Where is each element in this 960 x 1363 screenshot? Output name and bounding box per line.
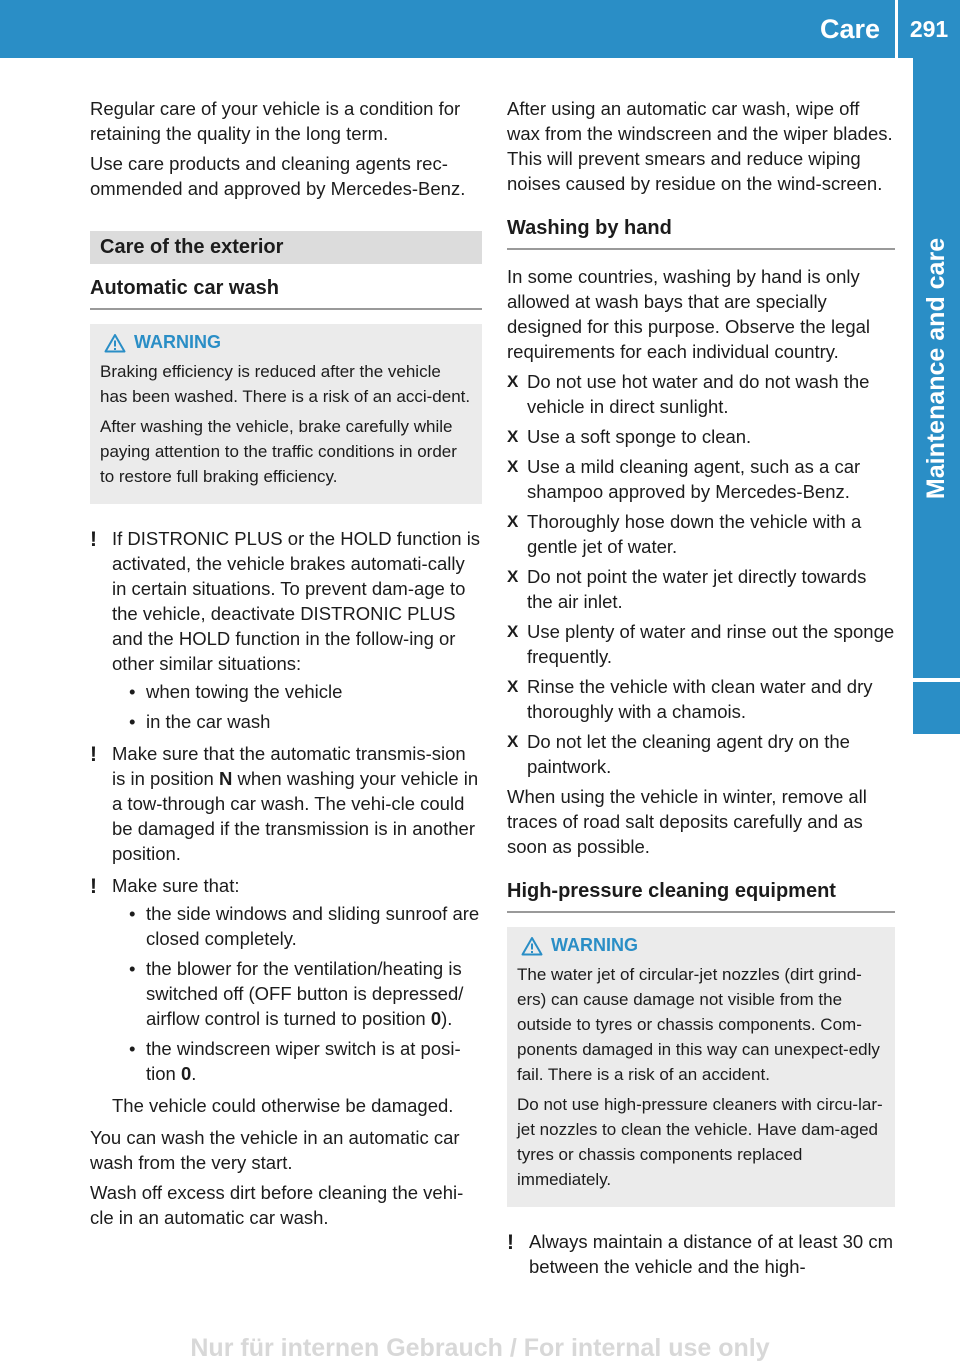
intro-paragraph: After using an automatic car wash, wipe off wax from the windscreen and the wiper blades. This will prevent smears and reduce wiping noises caused by residue on the wind-screen. [507, 98, 893, 194]
step-arrow-icon: X [507, 622, 519, 641]
step-text: Rinse the vehicle with clean water and dry thoroughly with a chamois. [527, 676, 873, 722]
note-text: If DISTRONIC PLUS or the HOLD function is activated, the vehicle brakes automati-cally in certain situations. To prevent dam-age to the vehicle, deactivate DISTRONIC PLUS and the HOLD function in the follow-ing or other similar situations: [112, 528, 481, 674]
step-text: Use a mild cleaning agent, such as a car shampoo approved by Mercedes-Benz. [527, 456, 861, 502]
step-arrow-icon: X [507, 457, 519, 476]
warning-box [507, 927, 895, 1207]
warning-label: WARNING [551, 935, 638, 955]
body-paragraph: Wash off excess dirt before cleaning the vehi-cle in an automatic car wash. [90, 1182, 464, 1228]
step-arrow-icon: X [507, 512, 519, 531]
step-arrow-icon: X [507, 567, 519, 586]
instruction-step [507, 564, 895, 614]
note-text: when washing your vehicle in a tow-through car wash. The vehi-cle could be damaged if the transmission is in another position. [112, 768, 479, 864]
body-paragraph: You can wash the vehicle in an automatic car wash from the very start. [90, 1127, 460, 1173]
caution-icon: ! [90, 743, 97, 766]
step-arrow-icon: X [507, 732, 519, 751]
warning-label: WARNING [134, 332, 221, 352]
instruction-step [507, 674, 895, 724]
list-emphasis: 0 [430, 1008, 442, 1029]
warning-text: The water jet of circular-jet nozzles (dirt grind-ers) can cause damage not visible from the outside to tyres or chassis components. Com-ponents damaged in this way can unexpect-edly fail. There is a risk of an accident. [517, 965, 880, 1084]
list-text: ). [441, 1008, 453, 1029]
list-text: the blower for the ventilation/heating is switched off (OFF button is depressed/ airflow control is turned to position [146, 958, 464, 1029]
step-text: Use plenty of water and rinse out the sponge frequently. [527, 621, 895, 667]
step-arrow-icon: X [507, 372, 519, 391]
warning-text: Do not use high-pressure cleaners with circu-lar-jet nozzles to clean the vehicle. Have dam-aged tyres or chassis components replaced immediately. [517, 1095, 883, 1189]
list-item: • when towing the vehicle [129, 679, 482, 704]
list-item: • in the car wash [129, 709, 482, 734]
chapter-label-wrap [913, 58, 960, 678]
warning-triangle-icon [521, 936, 543, 956]
list-text: . [191, 1063, 197, 1084]
body-paragraph: When using the vehicle in winter, remove all traces of road salt deposits carefully and as soon as possible. [507, 786, 867, 857]
warning-text: After washing the vehicle, brake carefully while paying attention to the traffic conditions in order to restore full braking efficiency. [100, 417, 457, 486]
note-distance [507, 1229, 895, 1279]
note-emphasis: N [218, 768, 233, 789]
warning-box [90, 324, 482, 504]
list-item [129, 956, 482, 1031]
intro-paragraph: Use care products and cleaning agents rec-ommended and approved by Mercedes-Benz. [90, 153, 466, 199]
step-text: Do not point the water jet directly towards the air inlet. [527, 566, 867, 612]
note-make-sure [90, 873, 482, 1086]
page-number: 291 [909, 16, 949, 42]
chapter-label: Maintenance and care [922, 237, 950, 499]
caution-icon: ! [507, 1231, 514, 1254]
instruction-step [507, 424, 895, 449]
list-emphasis: 0 [180, 1063, 192, 1084]
warning-header [100, 330, 472, 355]
list-item: • the side windows and sliding sunroof are closed completely. [129, 901, 482, 951]
subheading-washing-by-hand: Washing by hand [507, 216, 895, 250]
subheading-high-pressure: High-pressure cleaning equipment [507, 879, 895, 913]
note-transmission [90, 741, 482, 866]
instruction-step [507, 619, 895, 669]
right-column [507, 96, 895, 1286]
warning-text: Braking efficiency is reduced after the vehicle has been washed. There is a risk of an acci-dent. [100, 362, 471, 406]
list-item [129, 1036, 482, 1086]
instruction-step [507, 729, 895, 779]
caution-icon: ! [90, 528, 97, 551]
instruction-step [507, 369, 895, 419]
intro-paragraph: Regular care of your vehicle is a condition for retaining the quality in the long term. [90, 98, 461, 144]
section-title: Care [819, 14, 880, 44]
caution-icon: ! [90, 875, 97, 898]
chapter-tab-marker [913, 682, 960, 734]
step-arrow-icon: X [507, 427, 519, 446]
note-text: Always maintain a distance of at least 30 cm between the vehicle and the high- [529, 1231, 894, 1277]
warning-triangle-icon [104, 333, 126, 353]
left-column [90, 96, 482, 1235]
instruction-step [507, 454, 895, 504]
step-arrow-icon: X [507, 677, 519, 696]
note-text: Make sure that the automatic transmis-sion is in position [112, 743, 466, 789]
step-text: Do not use hot water and do not wash the vehicle in direct sunlight. [527, 371, 870, 417]
step-text: Use a soft sponge to clean. [527, 426, 752, 447]
body-paragraph: In some countries, washing by hand is only allowed at wash bays that are specially designed for this purpose. Observe the legal requirements for each individual country. [507, 266, 871, 362]
note-closing: The vehicle could otherwise be damaged. [112, 1095, 454, 1116]
subheading-automatic-car-wash: Automatic car wash [90, 276, 482, 310]
note-text: Make sure that: [112, 875, 240, 896]
step-text: Do not let the cleaning agent dry on the paintwork. [527, 731, 850, 777]
step-text: Thoroughly hose down the vehicle with a gentle jet of water. [527, 511, 862, 557]
header-bar [0, 0, 960, 58]
section-heading: Care of the exterior [90, 231, 482, 264]
instruction-step [507, 509, 895, 559]
list-text: the windscreen wiper switch is at posi-tion [146, 1038, 461, 1084]
note-distronic [90, 526, 482, 734]
warning-header [517, 933, 885, 958]
internal-use-watermark: Nur für internen Gebrauch / For internal use only [190, 1334, 770, 1362]
